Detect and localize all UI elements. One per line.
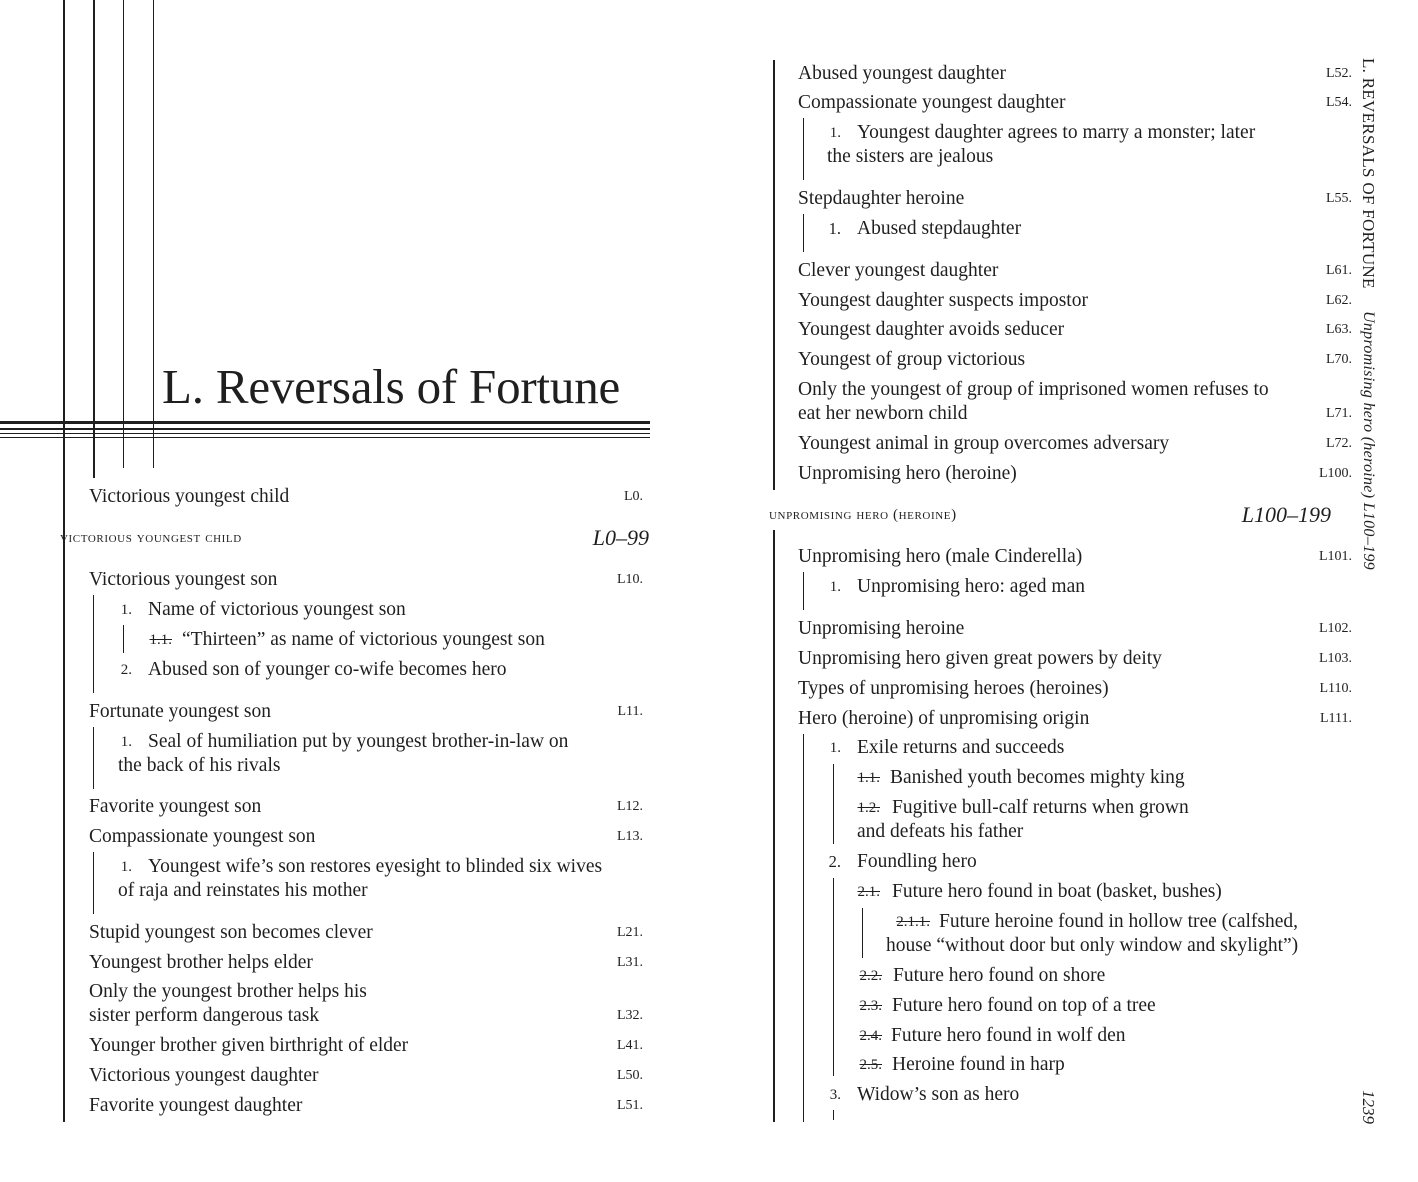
entry-text: Youngest daughter suspects impostor	[798, 290, 1088, 311]
entry-code: L101.	[1318, 549, 1352, 564]
subentry-rule	[833, 1110, 834, 1120]
title-rule-horizontal-3	[0, 433, 650, 434]
subentry-text-continued: and defeats his father	[857, 821, 1024, 842]
subentry-text: Youngest wife’s son restores eyesight to blinded six wives	[148, 856, 603, 877]
subentry-number: 2.5.	[859, 1057, 882, 1073]
title-rule-horizontal-2	[0, 428, 650, 430]
title-rule-vertical-3	[123, 0, 124, 468]
subentry-number: 2.	[828, 852, 841, 871]
subentry-number: 1.	[829, 740, 841, 756]
subentry-rule	[93, 727, 94, 789]
entry-text: Victorious youngest daughter	[89, 1065, 319, 1086]
section-rule-upper	[773, 60, 775, 490]
subentry-text: Name of victorious youngest son	[148, 599, 406, 620]
entry-code: L100.	[1318, 466, 1352, 481]
entry-code: L72.	[1325, 436, 1352, 451]
subentry-number: 1.	[829, 579, 841, 595]
subentry-number: 2.1.1.	[896, 914, 930, 930]
subentry-rule	[833, 764, 834, 844]
subentry-rule	[803, 118, 804, 180]
entry-text: Favorite youngest daughter	[89, 1095, 303, 1116]
entry-code: L102.	[1318, 621, 1352, 636]
subentry-number: 1.	[829, 125, 841, 141]
entry-text: Stupid youngest son becomes clever	[89, 922, 373, 943]
subentry-number: 1.	[120, 602, 132, 618]
subentry-text: Foundling hero	[857, 851, 977, 872]
subentry-number: 2.	[120, 662, 132, 678]
subentry-text-continued: the back of his rivals	[118, 755, 281, 776]
title-rule-vertical-1	[63, 0, 65, 1122]
subentry-text-continued: house “without door but only window and skylight”)	[886, 935, 1299, 956]
running-head-main: L. REVERSALS OF FORTUNE	[1359, 58, 1378, 289]
subentry-number: 2.2.	[859, 968, 882, 984]
subentry-rule	[123, 625, 124, 653]
entry-code: L31.	[616, 955, 643, 970]
entry-code: L32.	[616, 1008, 643, 1023]
subentry-rule	[803, 214, 804, 252]
subentry-rule	[833, 878, 834, 1076]
subentry-rule	[862, 908, 863, 958]
subentry-rule	[803, 734, 804, 1122]
section-range: L100–199	[1241, 502, 1331, 527]
entry-code: L111.	[1319, 711, 1352, 726]
entry-code: L61.	[1325, 263, 1352, 278]
entry-text: Abused youngest daughter	[798, 63, 1006, 84]
subentry-number: 1.	[120, 734, 132, 750]
subentry-text: Exile returns and succeeds	[857, 737, 1065, 758]
subentry-number: 1.	[120, 859, 132, 875]
subentry-number: 1.2.	[857, 800, 880, 816]
subentry-rule	[93, 852, 94, 914]
entry-code: L51.	[616, 1098, 643, 1113]
entry-text: Unpromising heroine	[798, 618, 965, 639]
subentry-number: 1.	[828, 219, 841, 238]
entry-text: Youngest daughter avoids seducer	[798, 319, 1065, 340]
subentry-text-continued: of raja and reinstates his mother	[118, 880, 368, 901]
subentry-text: Future hero found on top of a tree	[892, 995, 1156, 1016]
entry-code: L103.	[1318, 651, 1352, 666]
entry-code: L55.	[1325, 191, 1352, 206]
chapter-title: L. Reversals of Fortune	[162, 359, 621, 414]
subentry-text: “Thirteen” as name of victorious youngest son	[182, 629, 545, 650]
entry-code: L0.	[623, 489, 643, 504]
title-rule-horizontal-4	[0, 437, 650, 438]
entry-code: L52.	[1325, 66, 1352, 81]
entry-text: Clever youngest daughter	[798, 260, 999, 281]
subentry-number: 2.4.	[859, 1028, 882, 1044]
subentry-text: Future hero found on shore	[893, 965, 1106, 986]
entry-text: Youngest brother helps elder	[89, 952, 313, 973]
entry-code: L54.	[1325, 95, 1352, 110]
subentry-number: 1.1.	[857, 770, 880, 786]
entry-text: Stepdaughter heroine	[798, 188, 965, 209]
subentry-text: Widow’s son as hero	[857, 1084, 1020, 1105]
subentry-number: 2.3.	[859, 998, 882, 1014]
entry-code: L41.	[616, 1038, 643, 1053]
subentry-text: Future hero found in wolf den	[891, 1025, 1126, 1046]
entry-text: Compassionate youngest son	[89, 826, 316, 847]
entry-text: Only the youngest of group of imprisoned women refuses to	[798, 379, 1269, 400]
entry-text: Unpromising hero (heroine)	[798, 463, 1017, 484]
subentry-rule	[93, 595, 94, 693]
entry-code: L63.	[1325, 322, 1352, 337]
entry-text-continued: eat her newborn child	[798, 403, 968, 424]
subentry-number: 3.	[829, 1087, 841, 1103]
page-number: 1239	[1359, 1090, 1378, 1124]
entry-code: L12.	[616, 799, 643, 814]
entry-code: L62.	[1325, 293, 1352, 308]
entry-text: Victorious youngest son	[89, 569, 278, 590]
section-heading: unpromising hero (heroine)	[769, 507, 957, 523]
title-rule-vertical-4	[153, 0, 154, 468]
subentry-rule	[803, 572, 804, 610]
subentry-number: 2.1.	[857, 884, 880, 900]
subentry-text: Fugitive bull-calf returns when grown	[892, 797, 1189, 818]
entry-text: Favorite youngest son	[89, 796, 262, 817]
entry-text: Unpromising hero given great powers by deity	[798, 648, 1162, 669]
entry-code: L13.	[616, 829, 643, 844]
entry-text: Compassionate youngest daughter	[798, 92, 1066, 113]
running-head	[1358, 58, 1378, 570]
entry-code: L10.	[616, 572, 643, 587]
entry-text: Only the youngest brother helps his	[89, 981, 367, 1002]
entry-text: Unpromising hero (male Cinderella)	[798, 546, 1083, 567]
entry-code: L11.	[617, 704, 643, 719]
entry-text: Youngest of group victorious	[798, 349, 1026, 370]
entry-text-continued: sister perform dangerous task	[89, 1005, 320, 1026]
section-rule-lower	[773, 530, 775, 1122]
entry-code: L21.	[616, 925, 643, 940]
section-range: L0–99	[592, 525, 649, 550]
title-rule-horizontal-1	[0, 421, 650, 424]
subentry-text: Banished youth becomes mighty king	[890, 767, 1185, 788]
entry-text: Youngest animal in group overcomes adversary	[798, 433, 1170, 454]
subentry-text: Future hero found in boat (basket, bushes)	[892, 881, 1222, 902]
entry-code: L110.	[1319, 681, 1352, 696]
entry-code: L70.	[1325, 352, 1352, 367]
entry-code: L50.	[616, 1068, 643, 1083]
subentry-text: Heroine found in harp	[892, 1054, 1065, 1075]
subentry-number: 1.1.	[149, 632, 172, 648]
subentry-text: Unpromising hero: aged man	[857, 576, 1085, 597]
entry-text: Types of unpromising heroes (heroines)	[798, 678, 1109, 699]
subentry-text: Abused stepdaughter	[857, 218, 1022, 239]
title-rule-vertical-2	[93, 0, 95, 478]
entry-text: Younger brother given birthright of elder	[89, 1035, 409, 1056]
entry-text: Fortunate youngest son	[89, 701, 271, 722]
entry-text: Hero (heroine) of unpromising origin	[798, 708, 1090, 729]
subentry-text: Abused son of younger co-wife becomes hero	[148, 659, 507, 680]
section-heading: victorious youngest child	[60, 530, 242, 546]
subentry-text: Youngest daughter agrees to marry a monster; later	[857, 122, 1256, 143]
entry-text: Victorious youngest child	[89, 486, 290, 507]
entry-code: L71.	[1325, 406, 1352, 421]
running-head-sub: Unpromising hero (heroine) L100–199	[1360, 310, 1377, 570]
subentry-text: Seal of humiliation put by youngest brother-in-law on	[148, 731, 569, 752]
subentry-text: Future heroine found in hollow tree (calfshed,	[939, 911, 1299, 932]
subentry-text-continued: the sisters are jealous	[827, 146, 994, 167]
